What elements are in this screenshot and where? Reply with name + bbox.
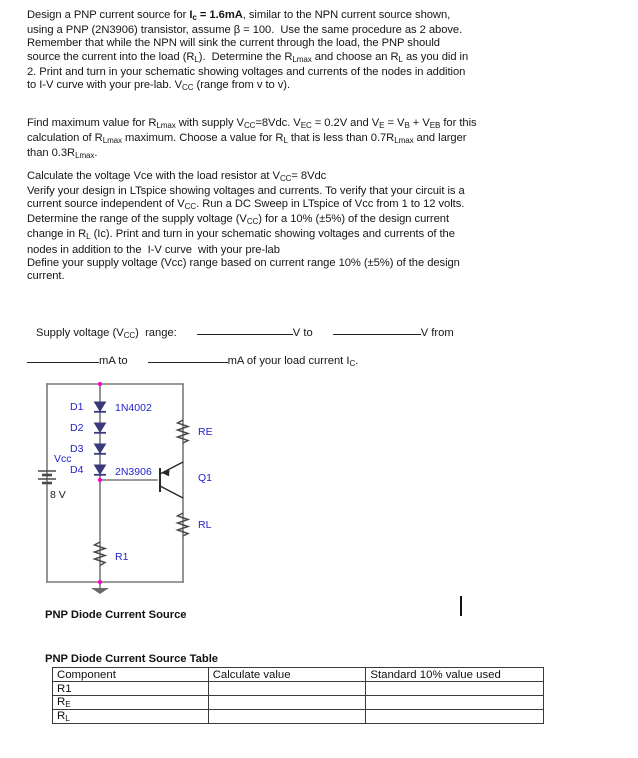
supply-voltage-range-blank-line <box>36 327 454 340</box>
paragraph-1-line-5: 2. Print and turn in your schematic showing voltages and currents of the nodes in addition <box>27 65 466 78</box>
blank-field-voltage-high[interactable] <box>333 334 421 335</box>
column-header-component: Component <box>53 668 209 682</box>
diode-label-d3: D3 <box>70 443 84 455</box>
paragraph-3-line-4: Determine the range of the supply voltage $(V_{CC})$ for a 10% (±5%) of the design current <box>27 213 450 227</box>
paragraph-1-line-3: Remember that while the NPN will sink the current through the load, the PNP should <box>27 37 440 50</box>
source-label-vcc: Vcc <box>54 453 72 465</box>
table-header-row <box>53 668 544 682</box>
unit-volts-from: V from <box>420 327 454 339</box>
column-header-standard: Standard 10% value used <box>366 668 544 682</box>
diode-label-d1: D1 <box>70 401 84 413</box>
resistor-label-re: RE <box>198 426 213 438</box>
paragraph-1-line-2: using a PNP (2N3906) transistor, assume β = 100. Use the same procedure as 2 above. <box>27 24 463 37</box>
transistor-part-number-label: 2N3906 <box>115 466 152 478</box>
table-row <box>53 682 544 696</box>
paragraph-1-line-4: source the current into the load $(R_L)$. Determine the $R_{Lmax}$ and choose an $R_L$ as you did in <box>27 50 469 64</box>
cell-calculated-re[interactable] <box>208 696 366 710</box>
cell-calculated-rl[interactable] <box>208 710 366 724</box>
paragraph-1-line-6: to I-V curve with your pre-lab. $V_{CC}$ (range from v to v). <box>27 79 291 92</box>
paragraph-3-line-7: Define your supply voltage (Vcc) range based on current range 10% (±5%) of the design <box>27 256 460 269</box>
cell-component-rl: $R_L$ <box>53 710 209 724</box>
table-row <box>53 710 544 724</box>
paragraph-3-line-1: Calculate the voltage Vce with the load resistor at $V_{CC}= 8Vdc$ <box>27 170 327 183</box>
cell-standard-re[interactable] <box>366 696 544 710</box>
supply-voltage-range-label: Supply voltage $(V_{CC})$ range: <box>36 327 177 340</box>
instruction-paragraph-2 <box>27 117 613 162</box>
diode-d4 <box>94 465 106 475</box>
column-header-calculated: Calculate value <box>208 668 366 682</box>
unit-volts-to: V to <box>292 327 313 339</box>
paragraph-3-line-6: nodes in addition to the I-V curve with your pre-lab <box>27 243 280 256</box>
schematic-caption: PNP Diode Current Source <box>45 609 187 621</box>
cell-standard-rl[interactable] <box>366 710 544 724</box>
diode-d1 <box>94 402 106 412</box>
source-value-8v: 8 V <box>50 489 66 501</box>
paragraph-3-line-2: Verify your design in LTspice showing voltages and currents. To verify that your circuit is a <box>27 185 465 198</box>
circuit-schematic <box>26 380 306 595</box>
paragraph-2-line-3: than $0.3R_{Lmax}$. <box>27 147 98 160</box>
diode-label-d4: D4 <box>70 464 84 476</box>
current-range-blank-line <box>27 355 358 368</box>
resistor-label-rl: RL <box>198 519 212 531</box>
diode-d3 <box>94 444 106 454</box>
junction-dot-top <box>98 382 102 386</box>
diode-label-d2: D2 <box>70 422 84 434</box>
blank-field-current-low[interactable] <box>27 362 99 363</box>
instruction-paragraph-1 <box>27 9 613 94</box>
unit-ma-to: mA to <box>99 355 128 367</box>
transistor-label-q1: Q1 <box>198 472 213 484</box>
blank-field-voltage-low[interactable] <box>197 334 293 335</box>
paragraph-3-line-5: change in $R_L$ (Ic). Print and turn in your schematic showing voltages and currents of the <box>27 228 455 242</box>
component-values-table <box>52 667 544 724</box>
diode-d2 <box>94 423 106 433</box>
junction-dot-bottom <box>98 580 102 584</box>
unit-ma-tail: mA of your load current $I_C$. <box>227 355 359 368</box>
paragraph-2-line-2: calculation of $R_{Lmax}$ maximum. Choose a value for $R_L$ that is less than $0.7R_{Lmax}$ and larger <box>27 132 467 145</box>
instruction-paragraph-3 <box>27 170 613 283</box>
paragraph-2-line-1: Find maximum value for $R_{Lmax}$ with supply $V_{CC}=8Vdc$. $V_{EC} = 0.2V$ and $V_E = V_B + V_{EB}$ for this <box>27 117 477 130</box>
ground-symbol <box>91 588 109 594</box>
cell-component-r1: R1 <box>53 682 209 696</box>
cell-calculated-r1[interactable] <box>208 682 366 696</box>
text-cursor-caret <box>460 596 462 616</box>
paragraph-3-line-8: current. <box>27 270 65 283</box>
blank-field-current-high[interactable] <box>148 362 228 363</box>
junction-dot-base <box>98 478 102 482</box>
resistor-label-r1: R1 <box>115 551 129 563</box>
transistor-q1-symbol <box>160 462 183 498</box>
cell-standard-r1[interactable] <box>366 682 544 696</box>
paragraph-3-line-3: current source independent of $V_{CC}$. Run a DC Sweep in LTspice of Vcc from 1 to 12 volts. <box>27 198 465 212</box>
diode-part-number-label: 1N4002 <box>115 402 152 414</box>
table-row <box>53 696 544 710</box>
paragraph-1-line-1: Design a PNP current source for $I_c = 1.6mA$, similar to the NPN current source shown, <box>27 9 451 22</box>
table-caption: PNP Diode Current Source Table <box>45 653 219 665</box>
cell-component-re: $R_E$ <box>53 696 209 710</box>
